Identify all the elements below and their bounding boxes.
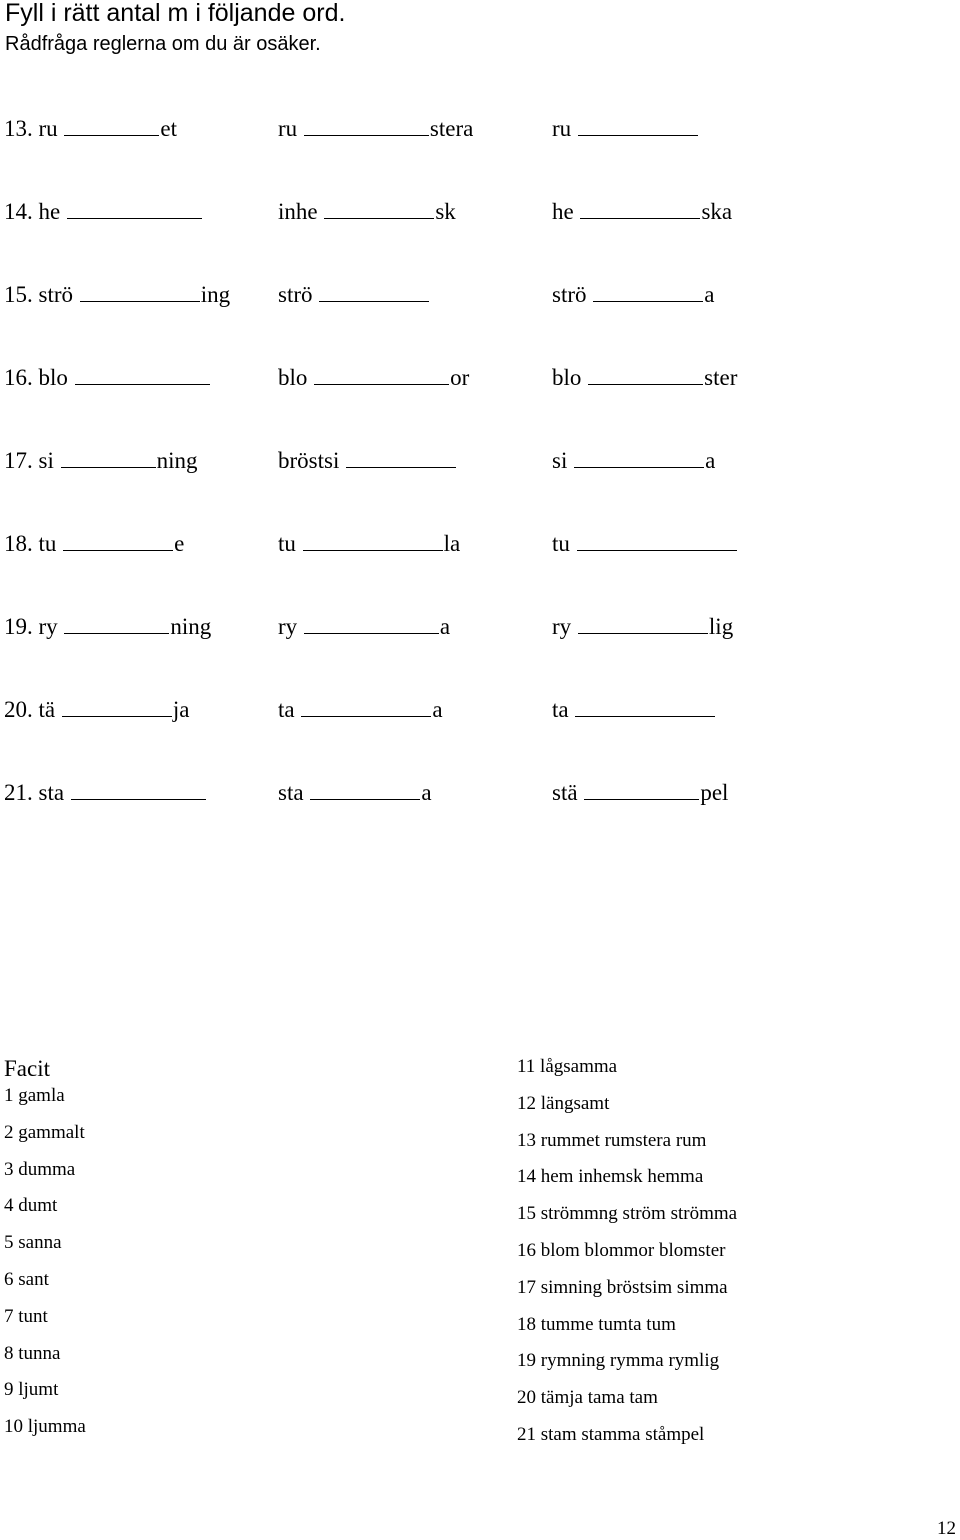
word-suffix: ing xyxy=(200,282,231,307)
word-suffix: a xyxy=(421,780,432,805)
word-item xyxy=(4,528,184,559)
word-item xyxy=(4,694,189,725)
word-suffix: a xyxy=(439,614,451,639)
word-item xyxy=(552,445,715,476)
fill-in-blank[interactable] xyxy=(304,113,429,136)
fill-in-blank[interactable] xyxy=(75,362,210,385)
fill-in-blank[interactable] xyxy=(578,113,698,136)
word-item xyxy=(552,528,738,559)
fill-in-blank[interactable] xyxy=(574,445,704,468)
facit-answer: 15 strömmng ström strömma xyxy=(517,1203,738,1225)
word-suffix: ster xyxy=(704,365,738,390)
word-suffix: ning xyxy=(156,448,198,473)
word-suffix: stera xyxy=(429,116,474,141)
word-item xyxy=(4,196,203,227)
facit-answer: 4 dumt xyxy=(4,1195,58,1217)
exercise-number: 13. xyxy=(4,116,33,141)
fill-in-blank[interactable] xyxy=(588,362,703,385)
word-item xyxy=(278,196,456,227)
fill-in-blank[interactable] xyxy=(301,694,431,717)
fill-in-blank[interactable] xyxy=(71,777,206,800)
exercise-row xyxy=(0,362,960,392)
word-prefix: si xyxy=(552,448,568,473)
exercise-number: 19. xyxy=(4,614,33,639)
fill-in-blank[interactable] xyxy=(324,196,434,219)
exercise-row xyxy=(0,777,960,807)
word-prefix: ry xyxy=(552,614,572,639)
facit-answer: 17 simning bröstsim simma xyxy=(517,1276,728,1298)
word-prefix: he xyxy=(552,199,574,224)
facit-answer: 1 gamla xyxy=(4,1085,65,1106)
word-prefix: ry xyxy=(278,614,298,639)
fill-in-blank[interactable] xyxy=(584,777,699,800)
fill-in-blank[interactable] xyxy=(593,279,703,302)
word-item xyxy=(278,694,443,725)
word-item xyxy=(4,113,177,144)
facit-answer: 6 sant xyxy=(4,1269,49,1290)
fill-in-blank[interactable] xyxy=(580,196,700,219)
fill-in-blank[interactable] xyxy=(319,279,429,302)
page-number: 12 xyxy=(937,1518,956,1539)
word-suffix: ning xyxy=(170,614,212,639)
word-suffix: et xyxy=(160,116,178,141)
exercise-number: 18. xyxy=(4,531,33,556)
word-item xyxy=(278,528,460,559)
word-item xyxy=(552,694,716,725)
word-item xyxy=(552,196,732,227)
word-prefix: ru xyxy=(38,116,58,141)
facit-answer: 7 tunt xyxy=(4,1305,48,1327)
exercise-row xyxy=(0,196,960,226)
fill-in-blank[interactable] xyxy=(346,445,456,468)
fill-in-blank[interactable] xyxy=(304,611,439,634)
fill-in-blank[interactable] xyxy=(577,528,737,551)
word-prefix: blo xyxy=(278,365,308,390)
exercise-number: 14. xyxy=(4,199,33,224)
facit-answer: 3 dumma xyxy=(4,1158,76,1180)
word-suffix: a xyxy=(704,282,715,307)
word-prefix: he xyxy=(38,199,61,224)
exercise-row xyxy=(0,113,960,143)
fill-in-blank[interactable] xyxy=(575,694,715,717)
instruction-text: Rådfråga reglerna om du är osäker. xyxy=(5,33,321,55)
word-prefix: bröstsi xyxy=(278,448,340,473)
word-item xyxy=(552,279,714,310)
word-suffix: la xyxy=(443,531,461,556)
word-suffix: pel xyxy=(700,780,729,805)
facit-answer: 9 ljumt xyxy=(4,1379,59,1401)
facit-answer: 20 tämja tama tam xyxy=(517,1387,658,1409)
word-prefix: strö xyxy=(278,282,313,307)
word-prefix: tä xyxy=(38,697,56,722)
fill-in-blank[interactable] xyxy=(67,196,202,219)
facit-answer: 16 blom blommor blomster xyxy=(517,1240,726,1261)
word-prefix: ta xyxy=(552,697,569,722)
word-prefix: ru xyxy=(278,116,298,141)
word-suffix: lig xyxy=(708,614,734,639)
facit-answer: 14 hem inhemsk hemma xyxy=(517,1166,704,1188)
exercise-number: 16. xyxy=(4,365,33,390)
word-suffix: or xyxy=(450,365,470,390)
word-prefix: tu xyxy=(278,531,296,556)
fill-in-blank[interactable] xyxy=(310,777,420,800)
word-prefix: inhe xyxy=(278,199,318,224)
word-item xyxy=(4,445,197,476)
word-prefix: strö xyxy=(38,282,73,307)
page-title: Fyll i rätt antal m i följande ord. xyxy=(5,0,346,27)
facit-answer: 21 stam stamma ståmpel xyxy=(517,1424,705,1445)
word-suffix: a xyxy=(705,448,716,473)
fill-in-blank[interactable] xyxy=(80,279,200,302)
facit-heading: Facit xyxy=(4,1056,50,1081)
exercise-row xyxy=(0,611,960,641)
exercise-number: 20. xyxy=(4,697,33,722)
word-item xyxy=(552,362,737,393)
word-item xyxy=(278,279,430,310)
word-prefix: blo xyxy=(552,365,582,390)
word-suffix: ska xyxy=(701,199,733,224)
word-suffix: e xyxy=(174,531,185,556)
exercise-row xyxy=(0,279,960,309)
fill-in-blank[interactable] xyxy=(314,362,449,385)
facit-answer: 10 ljumma xyxy=(4,1416,86,1438)
facit-answer: 5 sanna xyxy=(4,1232,62,1254)
fill-in-blank[interactable] xyxy=(61,445,156,468)
fill-in-blank[interactable] xyxy=(62,694,172,717)
word-prefix: sta xyxy=(278,780,304,805)
word-prefix: si xyxy=(38,448,54,473)
facit-answer: 2 gammalt xyxy=(4,1121,85,1143)
word-prefix: tu xyxy=(552,531,570,556)
word-item xyxy=(278,113,473,144)
word-item xyxy=(4,777,207,808)
word-prefix: ta xyxy=(278,697,295,722)
facit-answer: 13 rummet rumstera rum xyxy=(517,1129,707,1151)
exercise-number: 21. xyxy=(4,780,33,805)
exercise-number: 17. xyxy=(4,448,33,473)
facit-answer: 8 tunna xyxy=(4,1342,61,1364)
facit-answer: 19 rymning rymma rymlig xyxy=(517,1350,720,1372)
word-item xyxy=(278,445,457,476)
fill-in-blank[interactable] xyxy=(578,611,708,634)
exercise-row xyxy=(0,694,960,724)
word-prefix: strö xyxy=(552,282,587,307)
word-prefix: ry xyxy=(38,614,58,639)
exercise-row xyxy=(0,528,960,558)
word-item xyxy=(4,362,211,393)
word-prefix: stä xyxy=(552,780,578,805)
facit-answer: 11 lågsamma xyxy=(517,1056,618,1077)
fill-in-blank[interactable] xyxy=(303,528,443,551)
word-prefix: tu xyxy=(38,531,57,556)
fill-in-blank[interactable] xyxy=(63,528,173,551)
word-item xyxy=(278,777,432,808)
word-suffix: a xyxy=(432,697,443,722)
word-prefix: ru xyxy=(552,116,572,141)
facit-answer: 18 tumme tumta tum xyxy=(517,1313,676,1335)
word-prefix: sta xyxy=(38,780,65,805)
word-suffix: ja xyxy=(172,697,190,722)
word-item xyxy=(4,279,230,310)
exercise-number: 15. xyxy=(4,282,33,307)
word-prefix: blo xyxy=(38,365,68,390)
exercise-row xyxy=(0,445,960,475)
facit-answer: 12 längsamt xyxy=(517,1092,610,1114)
word-item xyxy=(552,777,728,808)
fill-in-blank[interactable] xyxy=(64,113,159,136)
word-item xyxy=(278,362,469,393)
word-suffix: sk xyxy=(435,199,456,224)
word-item xyxy=(552,611,733,642)
word-item xyxy=(4,611,211,642)
fill-in-blank[interactable] xyxy=(64,611,169,634)
word-item xyxy=(278,611,450,642)
word-item xyxy=(552,113,699,144)
